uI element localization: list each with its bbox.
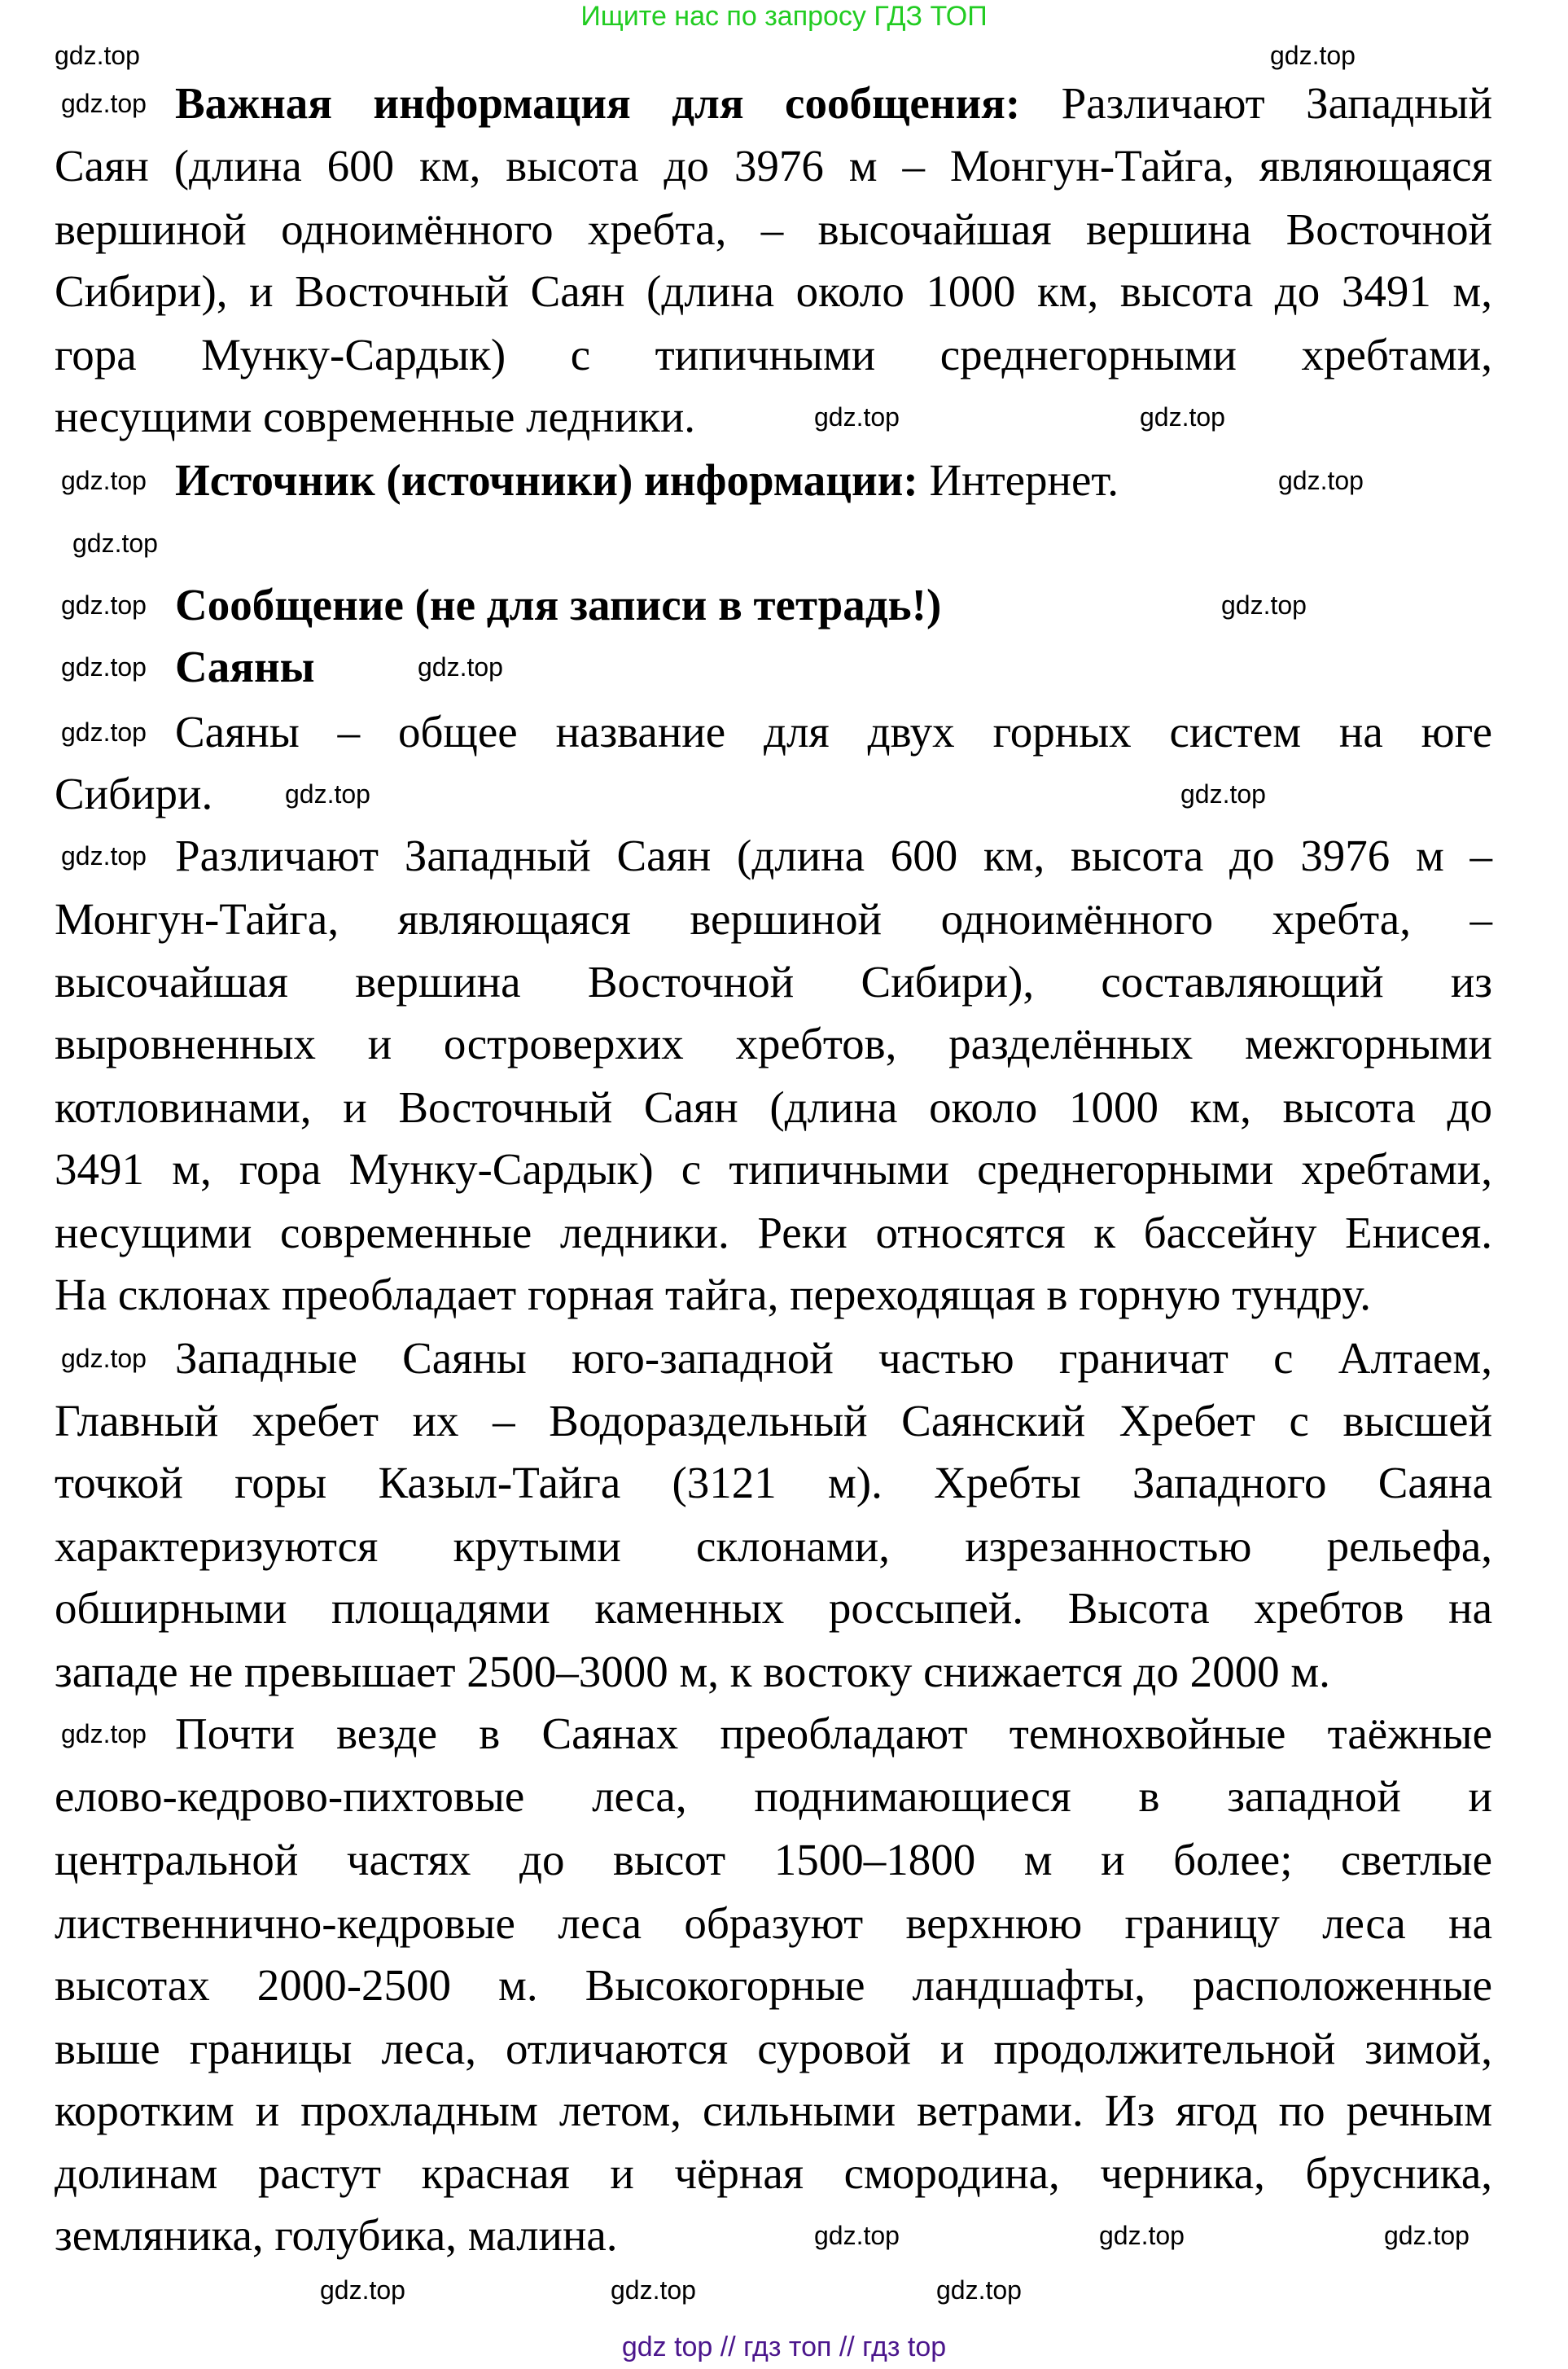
line-text: Интернет. bbox=[918, 455, 1119, 505]
watermark-text: gdz.top bbox=[1140, 402, 1225, 432]
line-text: высотах 2000-2500 м. Высокогорные ландшафты, расположенные bbox=[55, 1960, 1492, 2010]
text-line bbox=[55, 1960, 1492, 2011]
watermark-text: gdz.top bbox=[61, 1344, 147, 1373]
line-text: точкой горы Казыл-Тайга (3121 м). Хребты Западного Саяна bbox=[55, 1458, 1492, 1507]
watermark-text: gdz.top bbox=[1099, 2221, 1185, 2250]
text-line bbox=[55, 1019, 1492, 1069]
watermark-text: gdz.top bbox=[61, 841, 147, 871]
line-text: западе не превышает 2500–3000 м, к востоку снижается до 2000 м. bbox=[55, 1647, 1330, 1696]
text-line bbox=[55, 1898, 1492, 1949]
watermark-text: gdz.top bbox=[611, 2275, 696, 2305]
line-text: На склонах преобладает горная тайга, переходящая в горную тундру. bbox=[55, 1270, 1371, 1319]
text-line bbox=[55, 1458, 1492, 1508]
watermark-text: gdz.top bbox=[61, 717, 147, 747]
text-line bbox=[55, 1082, 1492, 1133]
text-line bbox=[55, 1144, 1492, 1195]
line-text: Саяны – общее название для двух горных систем на юге bbox=[175, 707, 1492, 757]
line-text: центральной частях до высот 1500–1800 м и более; светлые bbox=[55, 1835, 1492, 1884]
line-text: котловинами, и Восточный Саян (длина около 1000 км, высота до bbox=[55, 1082, 1492, 1132]
line-text: несущими современные ледники. bbox=[55, 392, 696, 441]
text-line bbox=[55, 2024, 1492, 2074]
text-line bbox=[55, 894, 1492, 945]
line-text: вершиной одноимённого хребта, – высочайшая вершина Восточной bbox=[55, 204, 1492, 254]
watermark-text: gdz.top bbox=[61, 466, 147, 495]
watermark-text: gdz.top bbox=[814, 2221, 900, 2250]
line-text: Сибири), и Восточный Саян (длина около 1000 км, высота до 3491 м, bbox=[55, 266, 1492, 316]
line-text: Различают Западный Саян (длина 600 км, высота до 3976 м – bbox=[175, 831, 1492, 880]
line-text: Западные Саяны юго-западной частью граничат с Алтаем, bbox=[175, 1333, 1492, 1383]
text-line bbox=[55, 1835, 1492, 1885]
text-line bbox=[175, 642, 1492, 692]
line-text: несущими современные ледники. Реки относятся к бассейну Енисея. bbox=[55, 1208, 1492, 1257]
bold-heading: Саяны bbox=[175, 642, 315, 691]
watermark-text: gdz.top bbox=[320, 2275, 405, 2305]
line-text: характеризуются крутыми склонами, изрезанностью рельефа, bbox=[55, 1521, 1492, 1571]
line-text: выше границы леса, отличаются суровой и продолжительной зимой, bbox=[55, 2024, 1492, 2073]
text-line bbox=[55, 1521, 1492, 1572]
line-text: 3491 м, гора Мунку-Сардык) с типичными среднегорными хребтами, bbox=[55, 1144, 1492, 1194]
line-text: Различают Западный bbox=[1020, 78, 1492, 128]
text-line bbox=[175, 1333, 1492, 1384]
line-text: выровненных и островерхих хребтов, разделённых межгорными bbox=[55, 1019, 1492, 1068]
line-text: Монгун-Тайга, являющаяся вершиной одноимённого хребта, – bbox=[55, 894, 1492, 944]
line-text: земляника, голубика, малина. bbox=[55, 2210, 618, 2260]
watermark-text: gdz.top bbox=[1278, 466, 1364, 495]
watermark-text: gdz.top bbox=[61, 89, 147, 118]
watermark-text: gdz.top bbox=[1180, 779, 1266, 809]
text-line bbox=[175, 831, 1492, 881]
watermark-text: gdz.top bbox=[1221, 590, 1307, 620]
text-line bbox=[55, 2086, 1492, 2136]
text-line bbox=[55, 2210, 1492, 2261]
watermark-text: gdz.top bbox=[55, 41, 140, 70]
search-banner[interactable]: Ищите нас по запросу ГДЗ ТОП bbox=[580, 1, 988, 32]
text-line bbox=[55, 141, 1492, 191]
line-text: коротким и прохладным летом, сильными ветрами. Из ягод по речным bbox=[55, 2086, 1492, 2135]
line-text: высочайшая вершина Восточной Сибири), составляющий из bbox=[55, 957, 1492, 1007]
text-line bbox=[175, 78, 1492, 129]
watermark-text: gdz.top bbox=[61, 590, 147, 620]
text-line bbox=[55, 1396, 1492, 1446]
line-text: долинам растут красная и чёрная смородина, черника, брусника, bbox=[55, 2148, 1492, 2198]
footer-links[interactable]: gdz top // гдз топ // гдз top bbox=[621, 2332, 947, 2362]
watermark-text: gdz.top bbox=[418, 652, 503, 682]
text-line bbox=[55, 1647, 1492, 1697]
text-line bbox=[55, 2148, 1492, 2199]
watermark-text: gdz.top bbox=[1270, 41, 1356, 70]
line-text: гора Мунку-Сардык) с типичными среднегорными хребтами, bbox=[55, 330, 1492, 379]
text-line bbox=[55, 392, 1492, 442]
watermark-text: gdz.top bbox=[285, 779, 370, 809]
watermark-text: gdz.top bbox=[814, 402, 900, 432]
watermark-text: gdz.top bbox=[61, 652, 147, 682]
text-line bbox=[55, 1583, 1492, 1634]
text-line bbox=[55, 769, 1492, 819]
bold-heading: Важная информация для сообщения: bbox=[175, 78, 1021, 128]
text-line bbox=[55, 1771, 1492, 1822]
watermark-text: gdz.top bbox=[72, 529, 158, 558]
text-line bbox=[55, 1208, 1492, 1258]
line-text: Саян (длина 600 км, высота до 3976 м – Монгун-Тайга, являющаяся bbox=[55, 141, 1492, 191]
watermark-text: gdz.top bbox=[61, 1719, 147, 1748]
text-line bbox=[55, 1270, 1492, 1320]
text-line bbox=[175, 707, 1492, 757]
text-line bbox=[175, 1709, 1492, 1759]
text-line bbox=[55, 266, 1492, 317]
line-text: Главный хребет их – Водораздельный Саянский Хребет с высшей bbox=[55, 1396, 1492, 1446]
text-line bbox=[55, 204, 1492, 255]
text-line bbox=[55, 330, 1492, 380]
bold-heading: Источник (источники) информации: bbox=[175, 455, 918, 505]
line-text: лиственнично-кедровые леса образуют верхнюю границу леса на bbox=[55, 1898, 1492, 1948]
bold-heading: Сообщение (не для записи в тетрадь!) bbox=[175, 580, 942, 630]
line-text: обширными площадями каменных россыпей. Высота хребтов на bbox=[55, 1583, 1492, 1633]
line-text: Сибири. bbox=[55, 769, 213, 818]
watermark-text: gdz.top bbox=[936, 2275, 1022, 2305]
line-text: елово-кедрово-пихтовые леса, поднимающиеся в западной и bbox=[55, 1771, 1492, 1821]
watermark-text: gdz.top bbox=[1384, 2221, 1469, 2250]
line-text: Почти везде в Саянах преобладают темнохвойные таёжные bbox=[175, 1709, 1492, 1758]
text-line bbox=[55, 957, 1492, 1007]
